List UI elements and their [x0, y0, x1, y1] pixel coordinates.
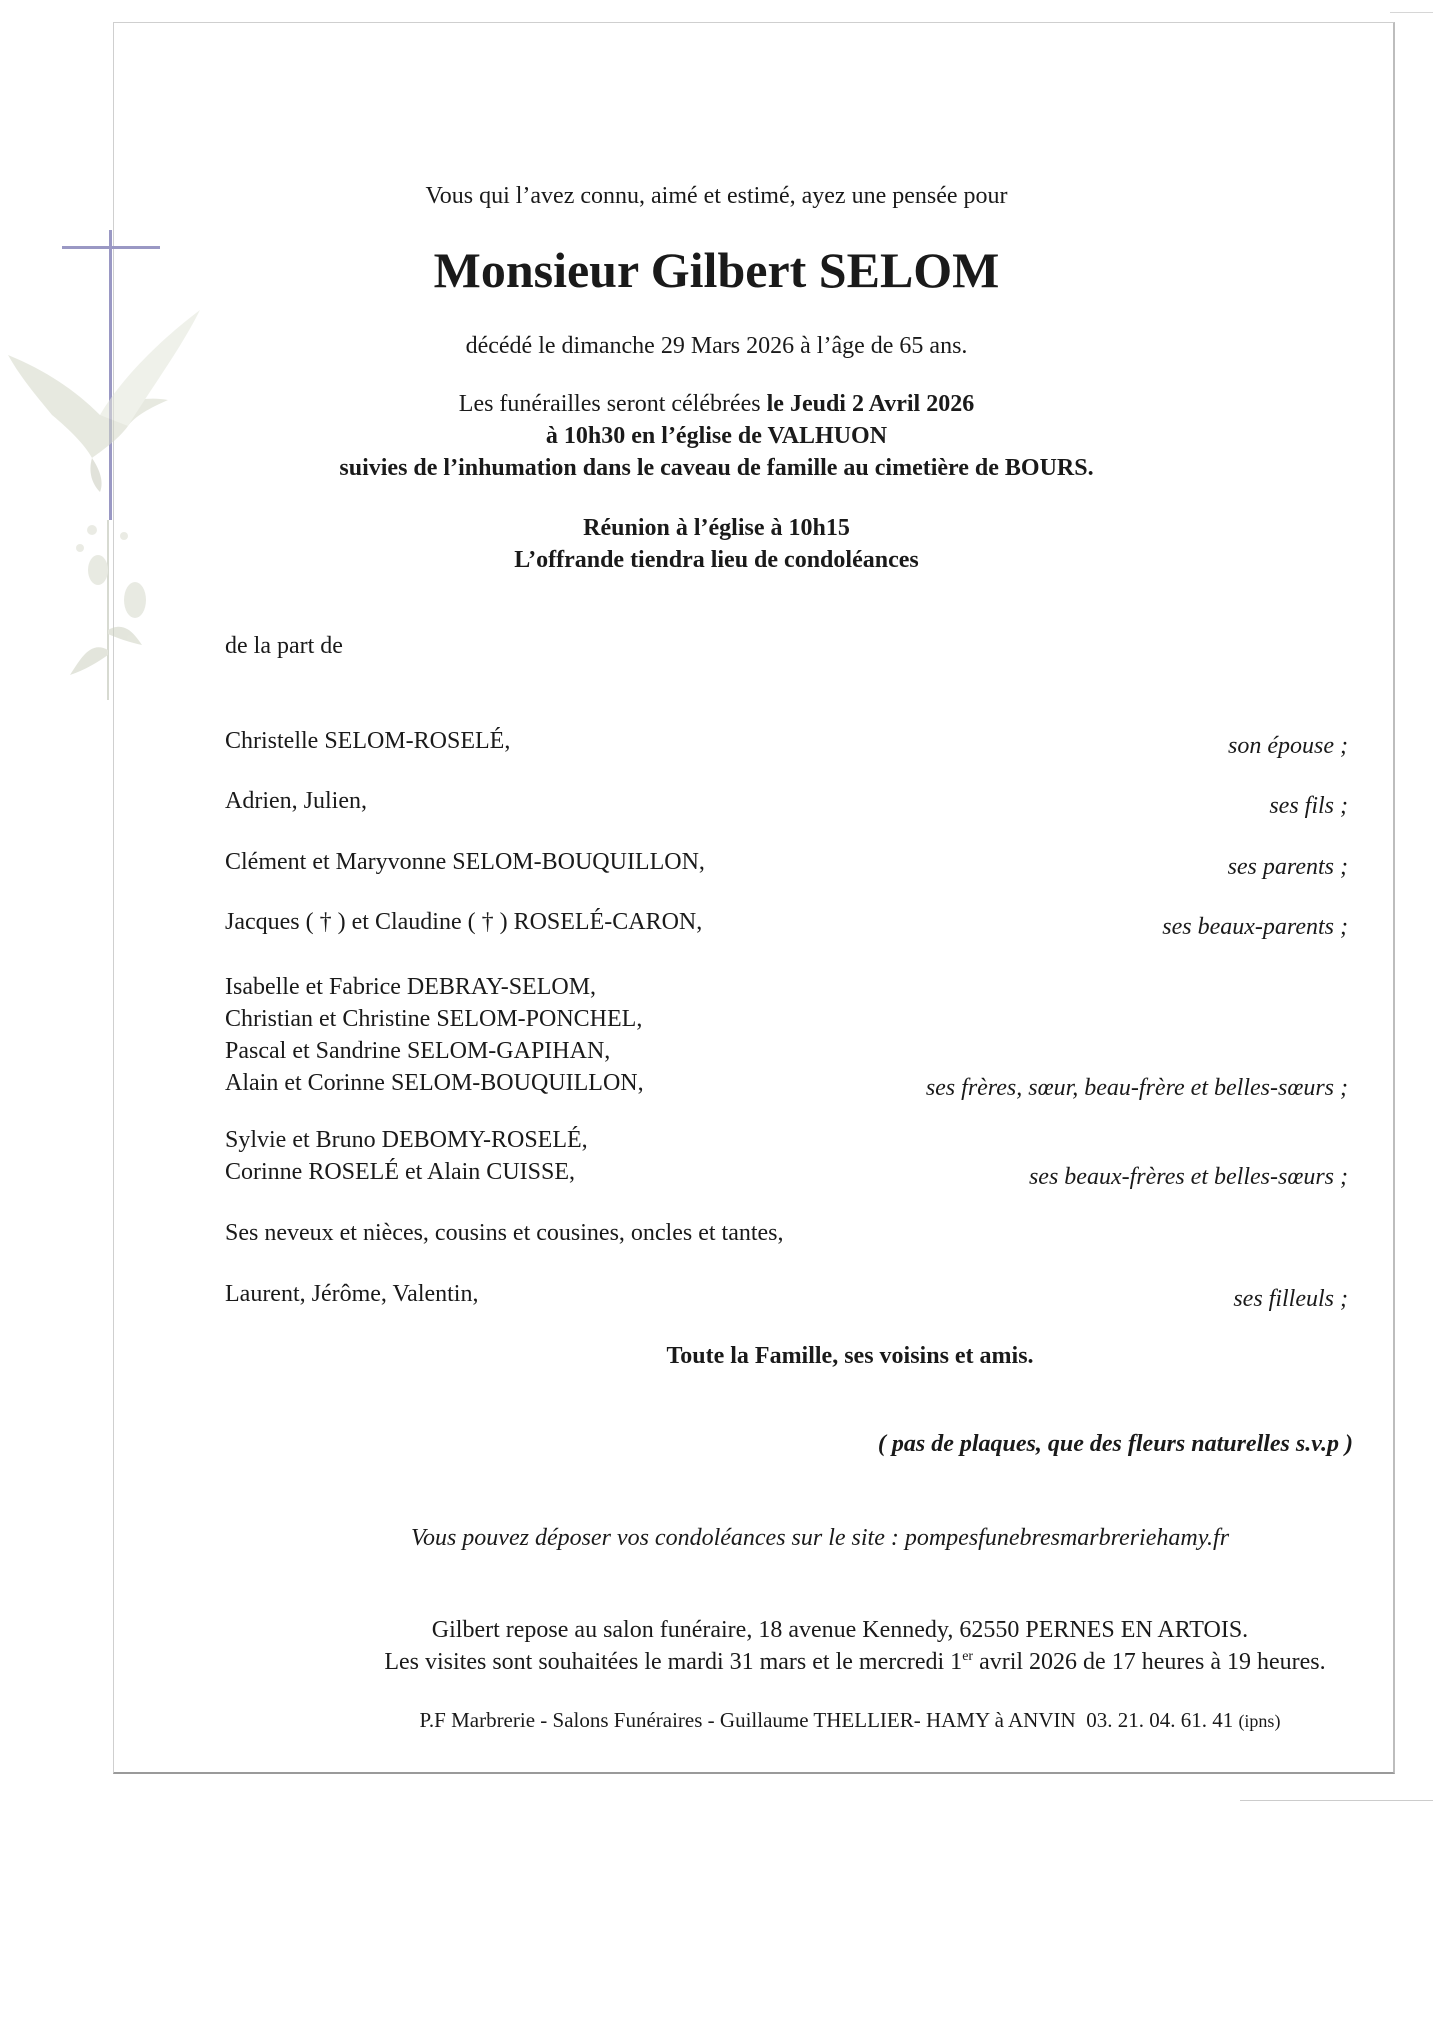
family-relation: ses filleuls ; — [1233, 1286, 1348, 1312]
meeting-text: Réunion à l’église à 10h15 — [583, 515, 850, 541]
family-relation: ses fils ; — [1269, 793, 1348, 819]
family-names: Jacques ( † ) et Claudine ( † ) ROSELÉ-CARON, — [225, 909, 703, 935]
funeral-home-name: P.F Marbrerie - Salons Funéraires - Guillaume THELLIER- HAMY à ANVIN — [419, 1708, 1076, 1732]
funeral-line-1-prefix: Les funérailles seront célébrées — [458, 391, 767, 417]
condolences-note: Vous pouvez déposer vos condoléances sur le site : pompesfunebresmarbreriehamy.fr — [410, 1525, 1230, 1551]
visits-prefix: Les visites sont souhaitées le mardi 31 mars et le mercredi 1 — [384, 1649, 963, 1675]
funeral-home-phone: 03. 21. 04. 61. 41 — [1086, 1708, 1234, 1732]
family-names: Pascal et Sandrine SELOM-GAPIHAN, — [225, 1038, 611, 1064]
flowers-note: ( pas de plaques, que des fleurs naturelles s.v.p ) — [877, 1431, 1353, 1457]
intro-text: Vous qui l’avez connu, aimé et estimé, ayez une pensée pour — [425, 183, 1008, 209]
funeral-home-footer — [0, 1705, 1433, 1736]
death-date-text: décédé le dimanche 29 Mars 2026 à l’âge de 65 ans. — [465, 333, 968, 359]
family-names: Clément et Maryvonne SELOM-BOUQUILLON, — [225, 849, 705, 875]
family-names: Christelle SELOM-ROSELÉ, — [225, 728, 511, 754]
family-names: Laurent, Jérôme, Valentin, — [225, 1281, 479, 1307]
salon-note: Gilbert repose au salon funéraire, 18 avenue Kennedy, 62550 PERNES EN ARTOIS. — [431, 1617, 1249, 1643]
family-names: Sylvie et Bruno DEBOMY-ROSELÉ, — [225, 1127, 588, 1153]
family-intro: de la part de — [225, 633, 343, 659]
family-relation: ses frères, sœur, beau-frère et belles-sœurs ; — [925, 1075, 1348, 1101]
family-names: Isabelle et Fabrice DEBRAY-SELOM, — [225, 974, 597, 1000]
funeral-line-2: à 10h30 en l’église de VALHUON — [545, 423, 888, 449]
family-names: Alain et Corinne SELOM-BOUQUILLON, — [225, 1070, 644, 1096]
family-closing: Toute la Famille, ses voisins et amis. — [666, 1343, 1034, 1369]
family-relation: son épouse ; — [1228, 733, 1348, 759]
visits-suffix: avril 2026 de 17 heures à 19 heures. — [973, 1649, 1326, 1675]
funeral-date: le Jeudi 2 Avril 2026 — [766, 391, 975, 417]
family-relation: ses parents ; — [1227, 854, 1348, 880]
scan-edge-bottom — [1240, 1800, 1433, 1801]
family-relation: ses beaux-frères et belles-sœurs ; — [1028, 1164, 1348, 1190]
family-names: Adrien, Julien, — [225, 788, 367, 814]
funeral-line-1 — [0, 388, 1433, 421]
visits-sup: er — [962, 1649, 974, 1664]
family-relation: ses beaux-parents ; — [1162, 914, 1348, 940]
family-names: Corinne ROSELÉ et Alain CUISSE, — [225, 1159, 575, 1185]
family-names: Ses neveux et nièces, cousins et cousines, oncles et tantes, — [225, 1220, 784, 1246]
visits-note — [0, 1646, 1433, 1679]
funeral-line-3: suivies de l’inhumation dans le caveau de famille au cimetière de BOURS. — [339, 455, 1094, 481]
funeral-home-ipns: (ipns) — [1238, 1711, 1281, 1731]
offering-text: L’offrande tiendra lieu de condoléances — [514, 547, 919, 573]
scan-edge-top — [1390, 12, 1433, 13]
family-names: Christian et Christine SELOM-PONCHEL, — [225, 1006, 643, 1032]
deceased-name: Monsieur Gilbert SELOM — [433, 242, 1000, 298]
